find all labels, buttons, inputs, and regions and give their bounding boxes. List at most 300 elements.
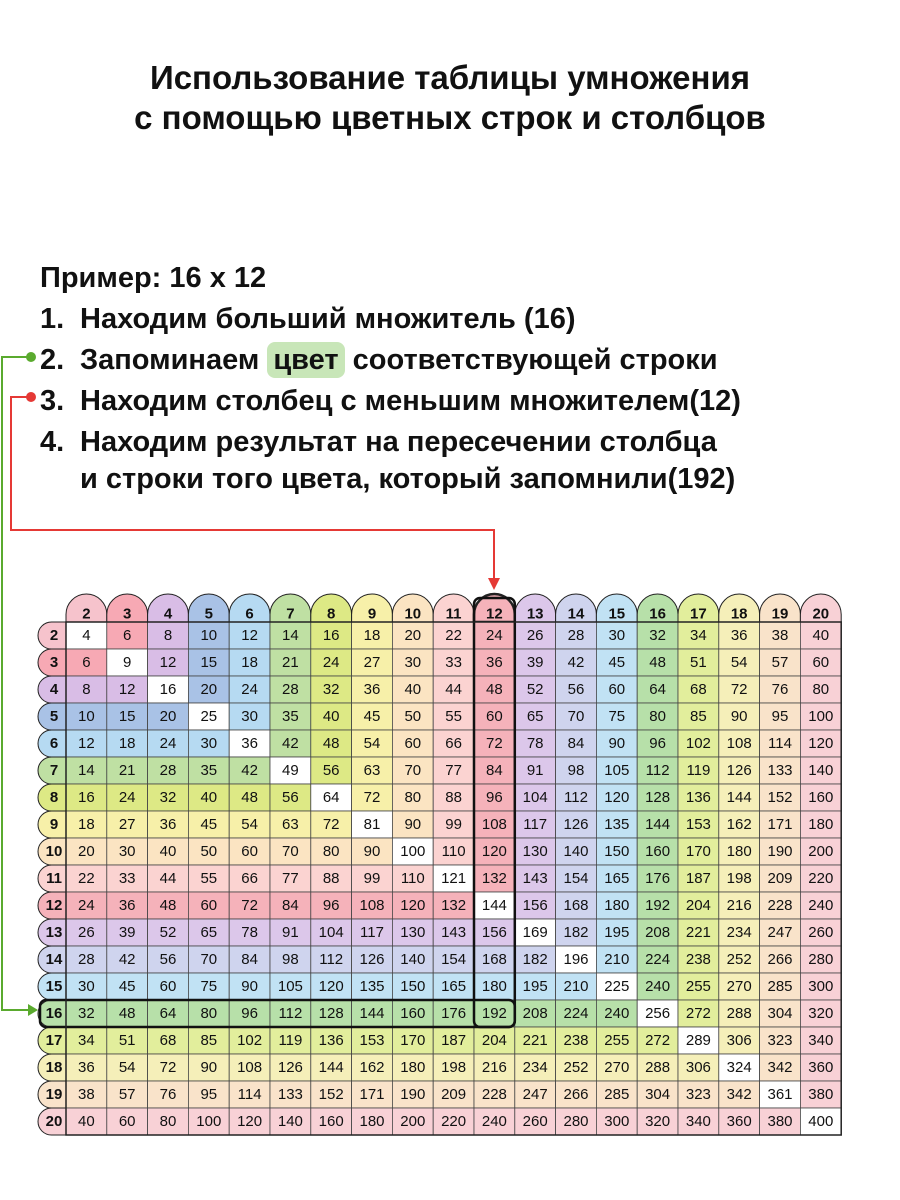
cell-value: 56	[567, 681, 585, 698]
cell-value: 187	[685, 870, 711, 887]
cell-value: 28	[567, 627, 585, 644]
cell-value: 36	[118, 897, 136, 914]
cell-value: 112	[564, 789, 588, 806]
cell-value: 112	[319, 951, 344, 968]
cell-value: 18	[118, 735, 136, 752]
cell-value: 66	[241, 870, 258, 887]
row-header-label-3: 3	[49, 654, 59, 671]
cell-value: 342	[726, 1086, 752, 1103]
cell-value: 72	[486, 735, 503, 752]
cell-value: 90	[730, 708, 748, 725]
cell-value: 42	[282, 735, 299, 752]
cell-value: 25	[200, 708, 218, 725]
cell-value: 8	[163, 627, 173, 644]
cell-value: 30	[78, 978, 95, 995]
cell-value: 121	[441, 870, 467, 887]
cell-value: 10	[200, 627, 218, 644]
cell-value: 45	[200, 816, 218, 833]
step-3-text: Находим столбец с меньшим множителем(12)	[80, 385, 741, 417]
row-header-label-20: 20	[45, 1113, 63, 1130]
cell-value: 266	[767, 951, 793, 968]
cell-value: 152	[318, 1086, 344, 1103]
cell-value: 34	[690, 627, 707, 644]
cell-value: 80	[322, 843, 340, 860]
cell-value: 209	[767, 870, 793, 887]
cell-value: 48	[241, 789, 258, 806]
cell-value: 10	[78, 708, 95, 725]
cell-value: 14	[282, 627, 299, 644]
cell-value: 60	[159, 978, 177, 995]
cell-value: 300	[808, 978, 834, 995]
cell-value: 54	[118, 1059, 136, 1076]
cell-value: 340	[685, 1113, 711, 1130]
cell-value: 60	[486, 708, 503, 725]
cell-value: 96	[322, 897, 340, 914]
step-2-text-pre: Запоминаем	[80, 344, 260, 376]
cell-value: 260	[808, 924, 834, 941]
cell-value: 266	[563, 1086, 589, 1103]
cell-value: 52	[159, 924, 177, 941]
cell-value: 6	[82, 654, 91, 671]
cell-value: 160	[400, 1005, 426, 1022]
cell-value: 40	[404, 681, 422, 698]
cell-value: 182	[563, 924, 589, 941]
cell-value: 238	[563, 1032, 589, 1049]
cell-value: 35	[282, 708, 299, 725]
cell-value: 80	[649, 708, 666, 725]
cell-value: 210	[563, 978, 589, 995]
cell-value: 221	[685, 924, 711, 941]
cell-value: 170	[685, 843, 711, 860]
step-4-line-2: и строки того цвета, который запомнили(192)	[80, 463, 736, 495]
cell-value: 72	[363, 789, 381, 806]
cell-value: 140	[277, 1113, 303, 1130]
row-header-label-13: 13	[45, 924, 63, 941]
cell-value: 272	[685, 1005, 711, 1022]
row-header-label-14: 14	[45, 951, 63, 968]
cell-value: 22	[78, 870, 95, 887]
cell-value: 63	[363, 762, 381, 779]
cell-value: 68	[690, 681, 707, 698]
cell-value: 68	[159, 1032, 177, 1049]
cell-value: 112	[278, 1005, 303, 1022]
cell-value: 132	[441, 897, 467, 914]
cell-value: 135	[359, 978, 385, 995]
cell-value: 119	[278, 1032, 303, 1049]
cell-value: 32	[649, 627, 666, 644]
cell-value: 50	[404, 708, 422, 725]
cell-value: 143	[522, 870, 548, 887]
cell-value: 96	[486, 789, 503, 806]
column-header-label-15: 15	[608, 605, 626, 623]
cell-value: 48	[649, 654, 666, 671]
cell-value: 208	[645, 924, 671, 941]
cell-value: 38	[771, 627, 789, 644]
row-header-label-16: 16	[45, 1005, 63, 1022]
cell-value: 60	[404, 735, 422, 752]
cell-value: 143	[441, 924, 467, 941]
cell-value: 6	[123, 627, 132, 644]
cell-value: 65	[526, 708, 544, 725]
cell-value: 16	[78, 789, 95, 806]
cell-value: 24	[241, 681, 258, 698]
cell-value: 288	[645, 1059, 671, 1076]
cell-value: 66	[445, 735, 462, 752]
cell-value: 135	[604, 816, 630, 833]
cell-value: 110	[400, 870, 425, 887]
cell-value: 323	[767, 1032, 793, 1049]
cell-value: 200	[808, 843, 834, 860]
cell-value: 228	[767, 897, 793, 914]
cell-value: 12	[78, 735, 95, 752]
cell-value: 150	[400, 978, 426, 995]
cell-value: 320	[645, 1113, 671, 1130]
cell-value: 24	[159, 735, 177, 752]
cell-value: 380	[808, 1086, 834, 1103]
cell-value: 117	[360, 924, 384, 941]
cell-value: 228	[481, 1086, 507, 1103]
row-header-label-2: 2	[49, 627, 59, 644]
cell-value: 26	[78, 924, 95, 941]
cell-value: 18	[241, 654, 258, 671]
cell-value: 15	[118, 708, 136, 725]
cell-value: 380	[767, 1113, 793, 1130]
cell-value: 63	[282, 816, 299, 833]
cell-value: 200	[400, 1113, 426, 1130]
cell-value: 304	[767, 1005, 793, 1022]
column-header-label-5: 5	[204, 605, 213, 623]
cell-value: 45	[363, 708, 381, 725]
cell-value: 36	[241, 735, 258, 752]
cell-value: 210	[604, 951, 630, 968]
step-1-text: Находим больший множитель (16)	[80, 303, 576, 335]
cell-value: 90	[404, 816, 422, 833]
cell-value: 240	[481, 1113, 507, 1130]
cell-value: 30	[404, 654, 422, 671]
cell-value: 90	[200, 1059, 218, 1076]
cell-value: 126	[726, 762, 752, 779]
cell-value: 152	[767, 789, 793, 806]
cell-value: 133	[767, 762, 793, 779]
cell-value: 75	[608, 708, 626, 725]
cell-value: 160	[318, 1113, 344, 1130]
row-header-label-7: 7	[49, 762, 59, 779]
cell-value: 33	[118, 870, 136, 887]
cell-value: 40	[812, 627, 830, 644]
cell-value: 133	[277, 1086, 303, 1103]
cell-value: 64	[649, 681, 666, 698]
cell-value: 209	[441, 1086, 467, 1103]
cell-value: 324	[726, 1059, 752, 1076]
cell-value: 100	[400, 843, 426, 860]
cell-value: 104	[318, 924, 344, 941]
cell-value: 54	[730, 654, 748, 671]
cell-value: 153	[359, 1032, 385, 1049]
cell-value: 80	[200, 1005, 218, 1022]
cell-value: 76	[159, 1086, 177, 1103]
cell-value: 21	[118, 762, 136, 779]
cell-value: 120	[481, 843, 507, 860]
cell-value: 300	[604, 1113, 630, 1130]
cell-value: 154	[563, 870, 589, 887]
cell-value: 128	[318, 1005, 344, 1022]
cell-value: 72	[241, 897, 258, 914]
cell-value: 153	[685, 816, 711, 833]
cell-value: 192	[645, 897, 671, 914]
column-header-label-8: 8	[327, 605, 336, 623]
cell-value: 224	[645, 951, 671, 968]
cell-value: 90	[363, 843, 381, 860]
cell-value: 105	[604, 762, 630, 779]
cell-value: 130	[522, 843, 548, 860]
column-header-label-10: 10	[404, 605, 422, 623]
cell-value: 104	[522, 789, 548, 806]
cell-value: 20	[159, 708, 177, 725]
cell-value: 42	[118, 951, 136, 968]
cell-value: 64	[159, 1005, 177, 1022]
cell-value: 4	[82, 627, 91, 644]
cell-value: 40	[322, 708, 340, 725]
cell-value: 50	[200, 843, 218, 860]
cell-value: 110	[441, 843, 466, 860]
cell-value: 225	[604, 978, 630, 995]
cell-value: 136	[318, 1032, 344, 1049]
cell-value: 36	[159, 816, 177, 833]
cell-value: 169	[522, 924, 548, 941]
cell-value: 221	[522, 1032, 548, 1049]
column-header-label-13: 13	[526, 605, 544, 623]
cell-value: 260	[522, 1113, 548, 1130]
cell-value: 144	[645, 816, 671, 833]
cell-value: 48	[486, 681, 503, 698]
cell-value: 288	[726, 1005, 752, 1022]
cell-value: 30	[200, 735, 218, 752]
cell-value: 119	[686, 762, 711, 779]
cell-value: 16	[322, 627, 340, 644]
cell-value: 220	[441, 1113, 467, 1130]
cell-value: 198	[441, 1059, 467, 1076]
cell-value: 56	[282, 789, 299, 806]
cell-value: 154	[441, 951, 467, 968]
cell-value: 100	[808, 708, 834, 725]
cell-value: 80	[404, 789, 422, 806]
cell-value: 176	[645, 870, 671, 887]
cell-value: 70	[200, 951, 218, 968]
cell-value: 38	[78, 1086, 95, 1103]
cell-value: 26	[526, 627, 544, 644]
cell-value: 144	[481, 897, 507, 914]
cell-value: 156	[522, 897, 548, 914]
cell-value: 117	[523, 816, 548, 833]
cell-value: 140	[400, 951, 426, 968]
cell-value: 51	[118, 1032, 136, 1049]
cell-value: 70	[282, 843, 299, 860]
cell-value: 36	[363, 681, 381, 698]
cell-value: 162	[726, 816, 752, 833]
cell-value: 114	[768, 735, 792, 752]
cell-value: 36	[78, 1059, 95, 1076]
cell-value: 156	[481, 924, 507, 941]
row-header-label-19: 19	[45, 1086, 63, 1103]
cell-value: 136	[685, 789, 711, 806]
cell-value: 220	[808, 870, 834, 887]
cell-value: 196	[563, 951, 589, 968]
cell-value: 18	[363, 627, 381, 644]
cell-value: 56	[322, 762, 340, 779]
cell-value: 240	[808, 897, 834, 914]
cell-value: 130	[400, 924, 426, 941]
cell-value: 120	[808, 735, 834, 752]
cell-value: 400	[808, 1113, 834, 1130]
cell-value: 252	[563, 1059, 589, 1076]
cell-value: 180	[726, 843, 752, 860]
cell-value: 171	[767, 816, 793, 833]
column-header-label-20: 20	[812, 605, 830, 623]
column-header-label-16: 16	[649, 605, 666, 623]
color-highlight: цвет	[267, 342, 344, 378]
cell-value: 64	[322, 789, 340, 806]
cell-value: 112	[645, 762, 670, 779]
step-3-number: 3.	[40, 385, 65, 417]
title-line-2: с помощью цветных строк и столбцов	[134, 99, 766, 136]
cell-value: 98	[567, 762, 585, 779]
cell-value: 165	[604, 870, 630, 887]
cell-value: 304	[645, 1086, 671, 1103]
cell-value: 48	[322, 735, 340, 752]
cell-value: 56	[159, 951, 177, 968]
cell-value: 14	[78, 762, 95, 779]
row-header-label-10: 10	[45, 843, 63, 860]
cell-value: 306	[685, 1059, 711, 1076]
cell-value: 96	[241, 1005, 258, 1022]
cell-value: 95	[200, 1086, 218, 1103]
cell-value: 208	[522, 1005, 548, 1022]
cell-value: 20	[78, 843, 95, 860]
cell-value: 247	[522, 1086, 548, 1103]
cell-value: 144	[318, 1059, 344, 1076]
cell-value: 160	[808, 789, 834, 806]
cell-value: 182	[522, 951, 548, 968]
cell-value: 340	[808, 1032, 834, 1049]
cell-value: 33	[445, 654, 462, 671]
cell-value: 160	[645, 843, 671, 860]
column-header-label-11: 11	[445, 605, 462, 623]
cell-value: 224	[563, 1005, 589, 1022]
cell-value: 24	[78, 897, 95, 914]
cell-value: 35	[200, 762, 218, 779]
cell-value: 84	[486, 762, 503, 779]
cell-value: 28	[78, 951, 95, 968]
row-header-label-4: 4	[49, 681, 59, 698]
cell-value: 65	[200, 924, 218, 941]
cell-value: 170	[400, 1032, 426, 1049]
cell-value: 108	[726, 735, 752, 752]
row-header-label-12: 12	[45, 897, 63, 914]
cell-value: 30	[608, 627, 626, 644]
column-header-label-17: 17	[690, 605, 707, 623]
cell-value: 204	[481, 1032, 507, 1049]
cell-value: 234	[522, 1059, 548, 1076]
cell-value: 85	[690, 708, 707, 725]
cell-value: 102	[237, 1032, 263, 1049]
cell-value: 285	[604, 1086, 630, 1103]
cell-value: 77	[282, 870, 299, 887]
cell-value: 88	[445, 789, 462, 806]
cell-value: 12	[159, 654, 177, 671]
cell-value: 216	[726, 897, 752, 914]
cell-value: 238	[685, 951, 711, 968]
cell-value: 16	[159, 681, 177, 698]
cell-value: 180	[808, 816, 834, 833]
cell-value: 280	[563, 1113, 589, 1130]
cell-value: 180	[359, 1113, 385, 1130]
cell-value: 306	[726, 1032, 752, 1049]
column-header-label-19: 19	[771, 605, 789, 623]
row-header-label-6: 6	[49, 735, 59, 752]
row-header-label-5: 5	[49, 708, 59, 725]
cell-value: 39	[526, 654, 544, 671]
cell-value: 289	[685, 1032, 711, 1049]
cell-value: 90	[241, 978, 258, 995]
cell-value: 39	[118, 924, 136, 941]
cell-value: 320	[808, 1005, 834, 1022]
cell-value: 91	[526, 762, 544, 779]
cell-value: 72	[730, 681, 748, 698]
cell-value: 32	[322, 681, 340, 698]
cell-value: 40	[78, 1113, 95, 1130]
cell-value: 80	[159, 1113, 177, 1130]
cell-value: 168	[563, 897, 589, 914]
cell-value: 198	[726, 870, 752, 887]
cell-value: 171	[359, 1086, 385, 1103]
cell-value: 42	[567, 654, 585, 671]
cell-value: 162	[359, 1059, 385, 1076]
column-header-label-7: 7	[286, 605, 295, 623]
cell-value: 18	[78, 816, 95, 833]
cell-value: 40	[159, 843, 177, 860]
cell-value: 24	[322, 654, 340, 671]
cell-value: 247	[767, 924, 793, 941]
cell-value: 195	[522, 978, 548, 995]
step-4-number: 4.	[40, 426, 65, 458]
cell-value: 176	[441, 1005, 467, 1022]
cell-value: 36	[730, 627, 748, 644]
cell-value: 84	[241, 951, 258, 968]
cell-value: 128	[645, 789, 671, 806]
cell-value: 55	[445, 708, 462, 725]
cell-value: 55	[200, 870, 218, 887]
cell-value: 126	[277, 1059, 303, 1076]
row-header-label-17: 17	[45, 1032, 63, 1049]
cell-value: 34	[78, 1032, 95, 1049]
cell-value: 32	[78, 1005, 95, 1022]
cell-value: 77	[445, 762, 462, 779]
cell-value: 57	[771, 654, 789, 671]
cell-value: 108	[237, 1059, 263, 1076]
cell-value: 126	[563, 816, 589, 833]
cell-value: 84	[282, 897, 299, 914]
cell-value: 168	[481, 951, 507, 968]
cell-value: 60	[608, 681, 626, 698]
cell-value: 20	[200, 681, 218, 698]
cell-value: 144	[726, 789, 752, 806]
cell-value: 51	[690, 654, 707, 671]
cell-value: 144	[359, 1005, 385, 1022]
cell-value: 60	[118, 1113, 136, 1130]
cell-value: 52	[526, 681, 544, 698]
cell-value: 285	[767, 978, 793, 995]
cell-value: 60	[812, 654, 830, 671]
